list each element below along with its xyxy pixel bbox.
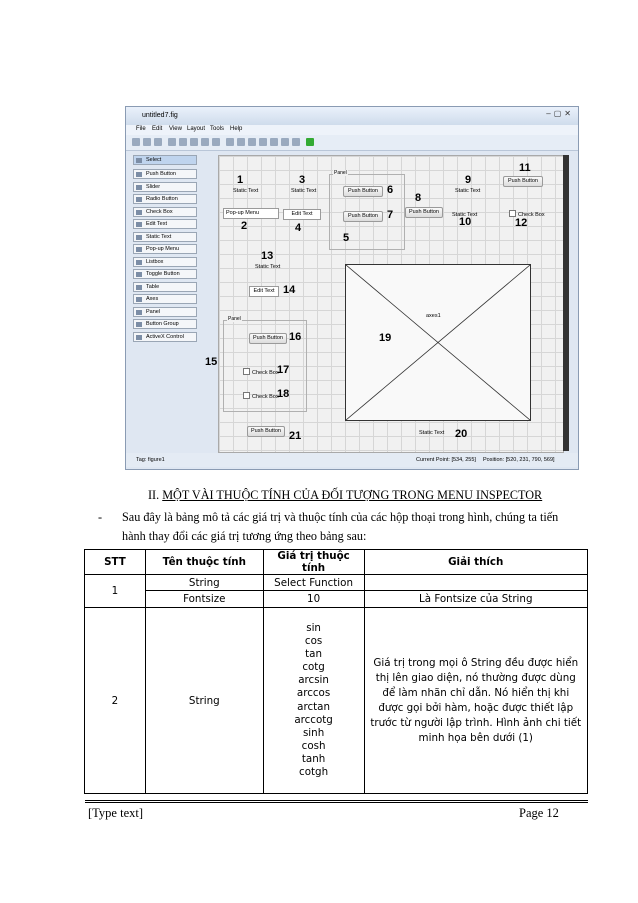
window-controls-icon: –▢✕ (546, 109, 574, 118)
static-text: Static Text (291, 188, 317, 194)
table-row (85, 575, 588, 591)
value-item: tan (305, 648, 323, 661)
push-button: Push Button (405, 207, 443, 218)
palette-item: Push Button (133, 169, 197, 179)
static-text: Static Text (455, 188, 481, 194)
value-item: arcsin (298, 674, 329, 687)
value-cell: 10 (263, 591, 364, 608)
page-number: Page 12 (519, 806, 559, 820)
value-list-cell (263, 608, 364, 794)
table-header-row (85, 550, 588, 575)
edit-text: Edit Text (249, 286, 279, 297)
value-item: cos (304, 635, 323, 648)
menu-help: Help (230, 126, 243, 132)
check-box: Check Box (243, 392, 279, 400)
value-item: arctan (297, 700, 331, 713)
name-cell: String (145, 575, 263, 591)
guide-screenshot (125, 106, 579, 470)
paragraph-text: Sau đây là bảng mô tả các giá trị và thuộc tính của các hộp thoại trong hình, chúng ta tiến hành thay đổi các giá trị tương ứng theo bảng sau: (122, 510, 559, 543)
callout-number: 16 (289, 331, 302, 343)
stt-cell: 1 (85, 575, 146, 608)
menu-layout: Layout (187, 126, 206, 132)
window-title: untitled7.fig (142, 112, 178, 119)
title-bar (126, 107, 578, 125)
callout-number: 19 (379, 332, 392, 344)
value-cell: Select Function (263, 575, 364, 591)
value-item: sin (306, 621, 321, 634)
palette-item: Listbox (133, 257, 197, 267)
note-cell: Là Fontsize của String (364, 591, 588, 608)
status-bar (126, 453, 578, 467)
callout-number: 9 (465, 174, 472, 186)
footer-rule (85, 800, 588, 803)
menu-tools: Tools (210, 126, 225, 132)
callout-number: 15 (205, 356, 218, 368)
properties-table (84, 549, 588, 794)
callout-number: 11 (519, 162, 531, 174)
callout-number: 5 (343, 232, 350, 244)
push-button: Push Button (249, 333, 287, 344)
callout-number: 20 (455, 428, 468, 440)
callout-number: 8 (415, 192, 422, 204)
static-text: Static Text (255, 264, 281, 270)
table-row (85, 608, 588, 794)
axes-box (345, 264, 531, 421)
layout-area (205, 155, 564, 453)
heading-title: MỘT VÀI THUỘC TÍNH CỦA ĐỐI TƯỢNG TRONG MENU INSPECTOR (162, 488, 543, 502)
callout-number: 1 (237, 174, 244, 186)
status-current-point: Current Point: [534, 255] (416, 457, 476, 463)
callout-number: 17 (277, 364, 290, 376)
menu-bar (126, 125, 578, 135)
palette-item: Pop-up Menu (133, 244, 197, 254)
callout-number: 6 (387, 184, 394, 196)
name-cell: Fontsize (145, 591, 263, 608)
palette-item: Static Text (133, 232, 197, 242)
panel-title: Panel (334, 170, 347, 176)
callout-number: 13 (261, 250, 274, 262)
panel-title: Panel (228, 316, 241, 322)
push-button: Push Button (247, 426, 285, 437)
palette-item: Radio Button (133, 194, 197, 204)
axes-cross (346, 265, 530, 420)
axes-label: axes1 (426, 313, 441, 319)
menu-file: File (136, 126, 146, 132)
edit-text: Edit Text (283, 209, 321, 220)
static-text: Static Text (452, 212, 478, 218)
callout-number: 7 (387, 209, 394, 221)
vertical-scrollbar (563, 155, 569, 451)
palette-item: Slider (133, 182, 197, 192)
palette-item: Check Box (133, 207, 197, 217)
section-heading (148, 488, 542, 503)
callout-number: 18 (277, 388, 290, 400)
palette-item: Table (133, 282, 197, 292)
callout-number: 12 (515, 217, 528, 229)
status-position: Position: [520, 231, 790, 569] (483, 457, 555, 463)
value-item: arccos (296, 687, 331, 700)
value-item: sinh (302, 726, 325, 739)
menu-edit: Edit (152, 126, 163, 132)
callout-number: 4 (295, 222, 302, 234)
value-item: tanh (301, 752, 326, 765)
footer-left: [Type text] (88, 806, 144, 820)
header-note: Giải thích (364, 550, 588, 575)
push-button: Push Button (503, 176, 543, 187)
callout-number: 2 (241, 220, 248, 232)
check-box: Check Box (509, 210, 545, 218)
stt-cell: 2 (85, 608, 146, 794)
note-cell: Giá trị trong mọi ô String đều được hiển thị lên giao diện, nó thường được dùng để làm nhãn chỉ dẫn. Nó hiển thị khi được gọi bởi hàm, hoặc được thiết lập trước từ người lập trình. Hình ảnh chi tiết minh họa bên dưới (1) (364, 608, 588, 794)
header-name: Tên thuộc tính (145, 550, 263, 575)
note-cell (364, 575, 588, 591)
component-palette (133, 155, 197, 351)
palette-item: Axes (133, 294, 197, 304)
value-item: arccotg (294, 713, 333, 726)
popup-menu: Pop-up Menu (223, 208, 279, 219)
callout-number: 3 (299, 174, 306, 186)
check-box: Check Box (243, 368, 279, 376)
palette-item: Panel (133, 307, 197, 317)
name-cell: String (145, 608, 263, 794)
palette-item: Edit Text (133, 219, 197, 229)
callout-number: 14 (283, 284, 296, 296)
callout-number: 10 (459, 216, 472, 228)
menu-view: View (169, 126, 182, 132)
toolbar (126, 135, 578, 151)
palette-item: Button Group (133, 319, 197, 329)
header-stt: STT (85, 550, 146, 575)
value-item: cotg (302, 661, 325, 674)
bullet: - (98, 510, 103, 524)
palette-item: ActiveX Control (133, 332, 197, 342)
callout-number: 21 (289, 430, 302, 442)
static-text: Static Text (419, 430, 445, 436)
static-text: Static Text (233, 188, 259, 194)
header-value: Giá trị thuộc tính (263, 550, 364, 575)
status-tag: Tag: figure1 (136, 457, 165, 463)
table-row (85, 591, 588, 608)
heading-number: II. (148, 488, 163, 502)
value-item: cotgh (299, 765, 329, 778)
push-button: Push Button (343, 186, 383, 197)
palette-item: Select (133, 155, 197, 165)
value-item: cosh (301, 739, 326, 752)
push-button: Push Button (343, 211, 383, 222)
palette-item: Toggle Button (133, 269, 197, 279)
